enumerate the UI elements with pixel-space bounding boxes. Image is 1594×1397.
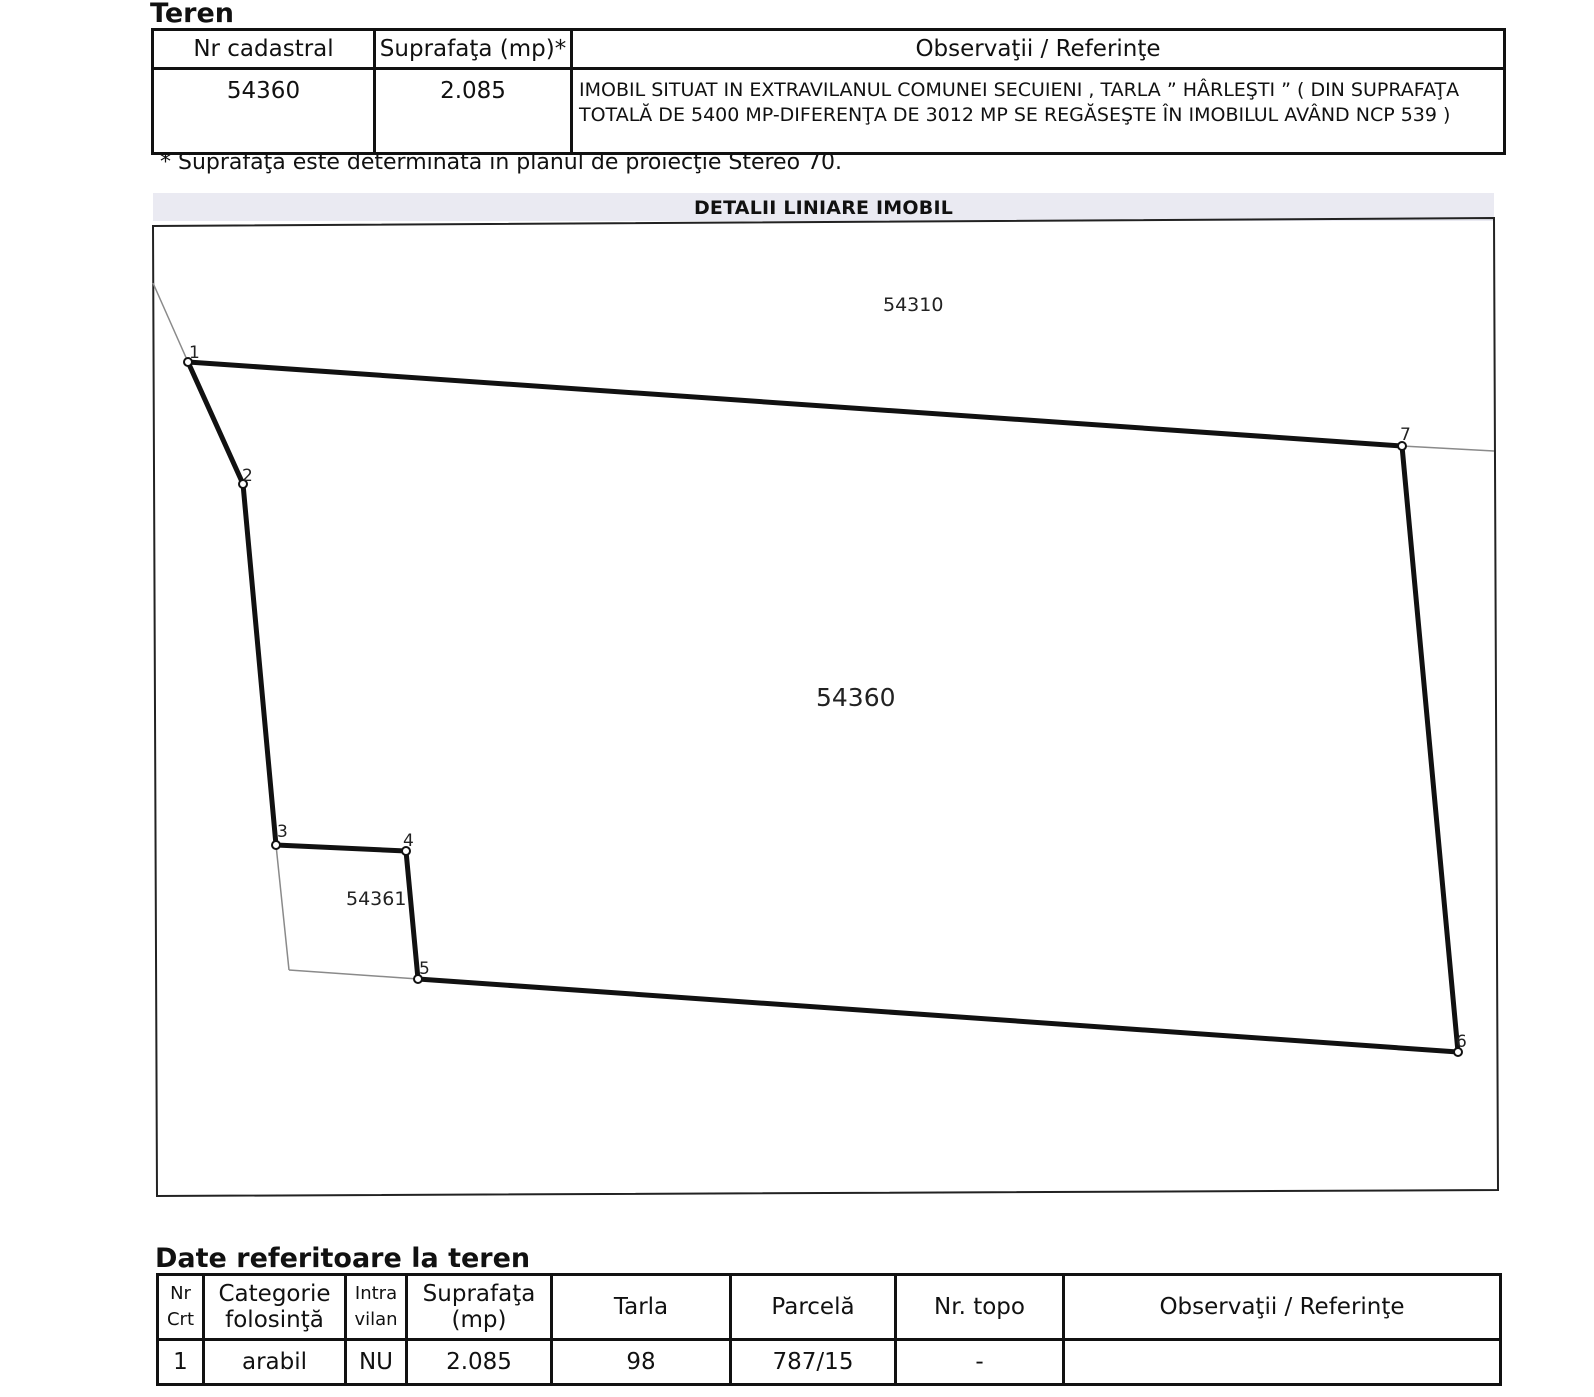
header-tarla: Tarla — [552, 1275, 731, 1340]
cell-suprafata: 2.085 — [375, 69, 572, 154]
header-parcela: Parcelă — [731, 1275, 896, 1340]
cell-nr-crt: 1 — [158, 1340, 204, 1385]
cell-suprafata: 2.085 — [407, 1340, 552, 1385]
vertex-label: 5 — [419, 959, 430, 979]
cell-categorie: arabil — [204, 1340, 346, 1385]
date-teren-heading: Date referitoare la teren — [155, 1243, 531, 1274]
vertex-label: 3 — [277, 822, 288, 842]
parcel-inner-label: 54361 — [346, 888, 407, 910]
vertex-marker — [272, 841, 280, 849]
neighbour-boundary-line — [153, 283, 188, 362]
vertex-label: 4 — [403, 831, 414, 851]
header-observatii: Observaţii / Referinţe — [572, 30, 1505, 69]
parcel-north-label: 54310 — [883, 294, 944, 316]
table-row — [158, 1340, 1501, 1385]
date-teren-table — [156, 1273, 1502, 1386]
header-suprafata: Suprafaţa (mp)* — [375, 30, 572, 69]
vertex-label: 7 — [1400, 425, 1411, 445]
neighbour-boundary-line — [289, 970, 418, 979]
neighbour-boundary-line — [1402, 446, 1494, 451]
cell-parcela: 787/15 — [731, 1340, 896, 1385]
header-observatii: Observaţii / Referinţe — [1064, 1275, 1501, 1340]
parcel-main-label: 54360 — [816, 683, 896, 712]
plan-title-band: DETALII LINIARE IMOBIL — [153, 193, 1494, 221]
stereo-footnote: * Suprafaţa este determinată in planul de proiecţie Stereo 70. — [160, 150, 843, 175]
header-suprafata: Suprafaţa (mp) — [407, 1275, 552, 1340]
header-nr-crt: Nr Crt — [158, 1275, 204, 1340]
neighbour-boundary-line — [276, 845, 289, 970]
cell-intravilan: NU — [346, 1340, 407, 1385]
header-nr-topo: Nr. topo — [896, 1275, 1064, 1340]
teren-heading: Teren — [150, 0, 234, 29]
header-categorie: Categorie folosinţă — [204, 1275, 346, 1340]
cell-observatii — [1064, 1340, 1501, 1385]
date-header-row — [158, 1275, 1501, 1340]
vertex-label: 1 — [189, 343, 200, 363]
cell-tarla: 98 — [552, 1340, 731, 1385]
header-intravilan: Intra vilan — [346, 1275, 407, 1340]
vertex-label: 2 — [242, 466, 253, 486]
cell-nr-topo: - — [896, 1340, 1064, 1385]
header-nr-cadastral: Nr cadastral — [153, 30, 375, 69]
cell-nr-cadastral: 54360 — [153, 69, 375, 154]
vertex-label: 6 — [1456, 1032, 1467, 1052]
cell-observatii: IMOBIL SITUAT IN EXTRAVILANUL COMUNEI SECUIENI , TARLA ” HÂRLEŞTI ” ( DIN SUPRAFAŢA TOTALĂ DE 5400 MP-DIFERENŢA DE 3012 MP SE REGĂSEŞTE ÎN IMOBILUL AVÂND NCP 539 ) — [572, 69, 1505, 154]
